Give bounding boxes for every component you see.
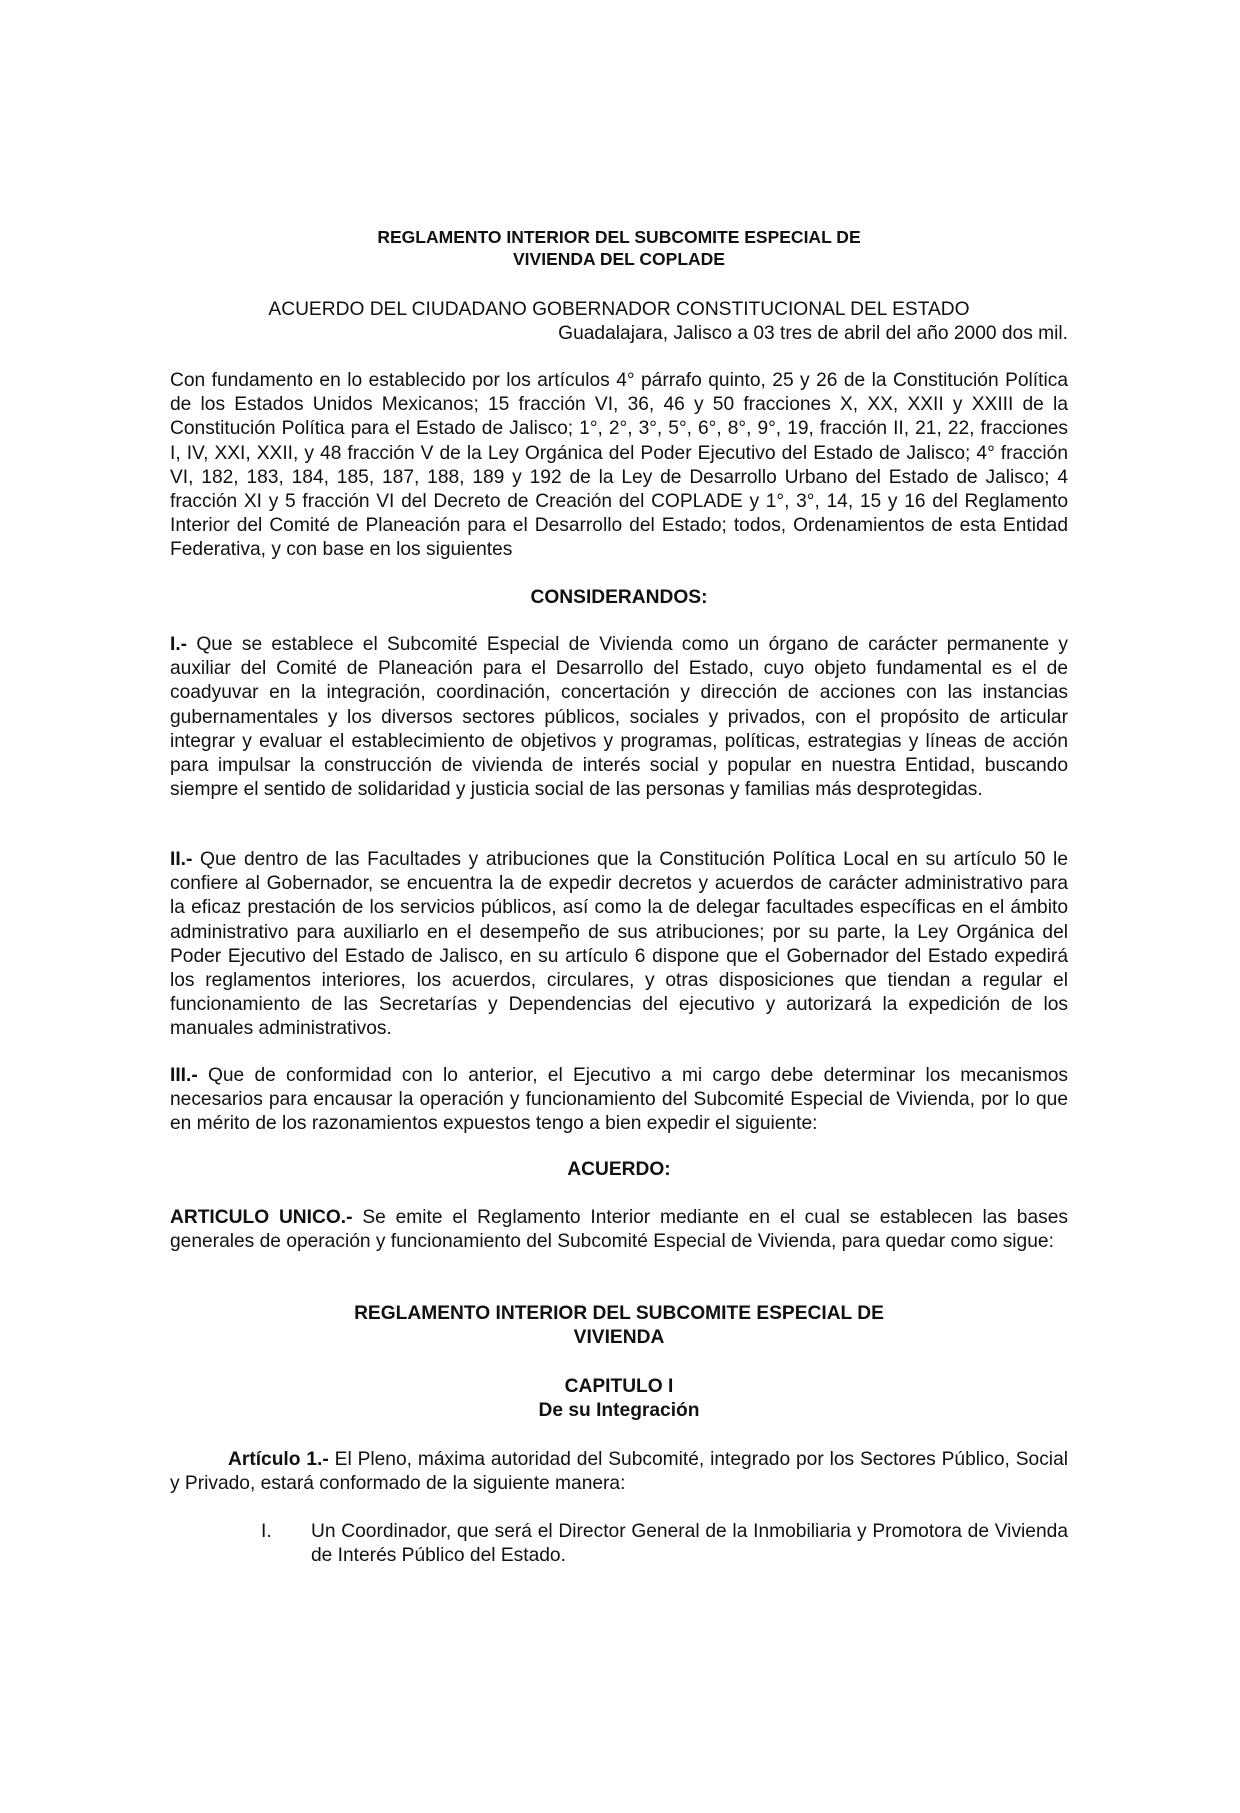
acuerdo-header: ACUERDO DEL CIUDADANO GOBERNADOR CONSTITUCIONAL DEL ESTADO (268, 299, 970, 320)
list-item (170, 1520, 1068, 1568)
considerando-ii-text: Que dentro de las Facultades y atribuciones que la Constitución Política Local en su artículo 50 le confiere al Gobernador, se encuentra la de expedir decretos y acuerdos de carácter administrativo para la eficaz prestación de los servicios públicos, así como la de delegar facultades específicas en el ámbito administrativo para auxiliarlo en el desempeño de sus atribuciones; por su parte, la Ley Orgánica del Poder Ejecutivo del Estado de Jalisco, en su artículo 6 dispone que el Gobernador del Estado expedirá los reglamentos interiores, los acuerdos, circulares, y otras disposiciones que tiendan a regular el funcionamiento de las Secretarías y Dependencias del ejecutivo y autorizará la expedición de los manuales administrativos. (170, 849, 1068, 1040)
capitulo-heading (170, 1375, 1068, 1423)
articulo-unico-label: ARTICULO UNICO.- (170, 1207, 353, 1228)
considerando-ii-label: II.- (170, 849, 193, 870)
list-item-number: I. (261, 1521, 272, 1542)
articulo-1-label: Artículo 1.- (228, 1449, 329, 1470)
considerando-iii-label: III.- (170, 1065, 198, 1086)
intro-paragraph: Con fundamento en lo establecido por los artículos 4° párrafo quinto, 25 y 26 de la Constitución Política de los Estados Unidos Mexicanos; 15 fracción VI, 36, 46 y 50 fracciones X, XX, XXII y XXIII de la Constitución Política para el Estado de Jalisco; 1°, 2°, 3°, 5°, 6°, 8°, 9°, 19, fracción II, 21, 22, fracciones I, IV, XXI, XXII, y 48 fracción V de la Ley Orgánica del Poder Ejecutivo del Estado de Jalisco; 4° fracción VI, 182, 183, 184, 185, 187, 188, 189 y 192 de la Ley de Desarrollo Urbano del Estado de Jalisco; 4 fracción XI y 5 fracción VI del Decreto de Creación del COPLADE y 1°, 3°, 14, 15 y 16 del Reglamento Interior del Comité de Planeación para el Desarrollo del Estado; todos, Ordenamientos de esta Entidad Federativa, y con base en los siguientes (170, 370, 1068, 561)
reglamento-title (170, 1302, 1068, 1350)
articulo-1-text: El Pleno, máxima autoridad del Subcomité, integrado por los Sectores Público, Social y Privado, estará conformado de la siguiente manera: (170, 1449, 1068, 1495)
considerandos-heading: CONSIDERANDOS: (530, 587, 708, 608)
document-title (170, 226, 1068, 270)
articulo-unico-paragraph (170, 1206, 1068, 1254)
acuerdo-date: Guadalajara, Jalisco a 03 tres de abril del año 2000 dos mil. (558, 323, 1068, 344)
capitulo-title: CAPITULO I (564, 1376, 674, 1397)
articulo-unico-text: Se emite el Reglamento Interior mediante en el cual se establecen las bases generales de operación y funcionamiento del Subcomité Especial de Vivienda, para quedar como sigue: (170, 1207, 1068, 1253)
considerando-iii-paragraph (170, 1064, 1068, 1137)
considerando-iii-text: Que de conformidad con lo anterior, el Ejecutivo a mi cargo debe determinar los mecanismos necesarios para encausar la operación y funcionamiento del Subcomité Especial de Vivienda, por lo que en mérito de los razonamientos expuestos tengo a bien expedir el siguiente: (170, 1065, 1068, 1135)
document-title-line-2: VIVIENDA DEL COPLADE (513, 249, 725, 269)
capitulo-subtitle: De su Integración (538, 1400, 700, 1422)
considerando-ii-paragraph (170, 848, 1068, 1042)
considerando-i-paragraph (170, 633, 1068, 802)
reglamento-title-line-2: VIVIENDA (573, 1327, 665, 1349)
document-title-line-1: REGLAMENTO INTERIOR DEL SUBCOMITE ESPECIAL DE (377, 227, 861, 247)
acuerdo-heading: ACUERDO: (567, 1159, 671, 1180)
articulo-1-paragraph (170, 1448, 1068, 1496)
reglamento-title-line-1: REGLAMENTO INTERIOR DEL SUBCOMITE ESPECIAL DE (354, 1303, 884, 1324)
list-item-text: Un Coordinador, que será el Director General de la Inmobiliaria y Promotora de Vivienda de Interés Público del Estado. (311, 1521, 1068, 1567)
considerando-i-text: Que se establece el Subcomité Especial de Vivienda como un órgano de carácter permanente y auxiliar del Comité de Planeación para el Desarrollo del Estado, cuyo objeto fundamental es el de coadyuvar en la integración, coordinación, concertación y dirección de acciones con las instancias gubernamentales y los diversos sectores públicos, sociales y privados, con el propósito de articular integrar y evaluar el establecimiento de objetivos y programas, políticas, estrategias y líneas de acción para impulsar la construcción de vivienda de interés social y popular en nuestra Entidad, buscando siempre el sentido de solidaridad y justicia social de las personas y familias más desprotegidas. (170, 634, 1068, 801)
considerando-i-label: I.- (170, 634, 188, 655)
